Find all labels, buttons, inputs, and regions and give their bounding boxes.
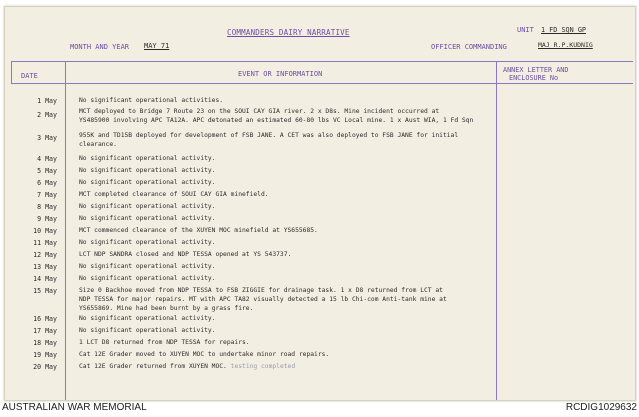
entry-date: 1 May	[37, 97, 57, 105]
entry-text: No significant operational activity.	[79, 327, 216, 334]
document-title: COMMANDERS DAIRY NARRATIVE	[227, 28, 350, 37]
entry-date: 20 May	[33, 363, 57, 371]
entry-text: No significant operational activity.	[79, 179, 216, 186]
entry-date: 11 May	[33, 239, 57, 247]
entry-text: No significant operational activity.	[79, 263, 216, 270]
entry-date: 5 May	[37, 167, 57, 175]
entry-text: No significant operational activity.	[79, 275, 216, 282]
date-column-divider	[65, 61, 66, 400]
entry-date: 14 May	[33, 275, 57, 283]
entry-date: 18 May	[33, 339, 57, 347]
entry-text: No significant operational activity.	[79, 315, 216, 322]
entry-text: 955K and TD15B deployed for development of FSB JANE. A CET was also deployed to FSB JANE for initial clearance.	[79, 132, 459, 148]
entry-date: 16 May	[33, 315, 57, 323]
officer-commanding-value: MAJ R.P.KUDNIG	[538, 41, 593, 49]
entry-text-main: Cat 12E Grader returned from XUYEN MOC.	[79, 363, 227, 370]
entry-text: MCT completed clearance of SOUI CAY GIA minefield.	[79, 191, 269, 198]
footer-record-id: RCDIG1029632	[565, 402, 637, 413]
entry-text: No significant operational activities.	[79, 97, 224, 104]
entry-date: 2 May	[37, 111, 57, 119]
unit-label: UNIT	[517, 26, 534, 34]
entry-text-faint: testing completed	[230, 363, 296, 370]
unit-value: 1 FD SQN GP	[541, 26, 587, 34]
entry-date: 7 May	[37, 191, 57, 199]
entry-date: 3 May	[37, 134, 57, 142]
entry-date: 19 May	[33, 351, 57, 359]
entry-text: No significant operational activity.	[79, 239, 216, 246]
entry-date: 4 May	[37, 155, 57, 163]
entry-date: 12 May	[33, 251, 57, 259]
entry-text: MCT deployed to Bridge 7 Route 23 on the SOUI CAY GIA river. 2 x D8s. Mine incident occurred at YS485900 involving APC TA12A. APC detonated an estimated 60-80 lbs VC Local mine. 1 x Aust WIA, 1 Fd Sqn	[79, 108, 474, 124]
entry-text: Size 0 Backhoe moved from NDP TESSA to FSB ZIGGIE for drainage task. 1 x D8 returned from LCT at NDP TESSA for major repairs. MT with APC TA82 visually detected a 15 lb Chi-com Anti-tank mine at YS655869. Mine had been burnt by a grass fire.	[79, 287, 447, 312]
annex-header-line-2: ENCLOSURE No	[509, 74, 559, 82]
month-year-value: MAY 71	[144, 42, 170, 50]
annex-header-line-1: ANNEX LETTER AND	[503, 66, 569, 74]
month-year-label: MONTH AND YEAR	[70, 43, 130, 51]
entry-text: Cat 12E Grader moved to XUYEN MOC to undertake minor road repairs.	[79, 351, 330, 358]
entry-date: 8 May	[37, 203, 57, 211]
date-column-header: DATE	[21, 72, 38, 80]
event-column-header: EVENT OR INFORMATION	[238, 70, 323, 78]
entry-text	[79, 362, 499, 371]
entry-date: 13 May	[33, 263, 57, 271]
entry-date: 6 May	[37, 179, 57, 187]
table-top-rule	[11, 61, 633, 62]
entry-text: MCT commenced clearance of the XUYEN MOC minefield at YS655685.	[79, 227, 318, 234]
entry-date: 15 May	[33, 287, 57, 295]
table-header-rule	[11, 83, 633, 84]
annex-column-header	[503, 66, 568, 82]
entry-text: No significant operational activity.	[79, 215, 216, 222]
entry-text: LCT NDP SANDRA closed and NDP TESSA opened at YS 543737.	[79, 251, 292, 258]
entry-text: 1 LCT D8 returned from NDP TESSA for repairs.	[79, 339, 250, 346]
officer-commanding-label: OFFICER COMMANDING	[431, 43, 507, 51]
table-left-edge	[11, 61, 12, 83]
entry-text: No significant operational activity.	[79, 155, 216, 162]
footer-archive-name: AUSTRALIAN WAR MEMORIAL	[2, 402, 147, 413]
entry-date: 10 May	[33, 227, 57, 235]
entry-date: 17 May	[33, 327, 57, 335]
diary-page	[4, 6, 636, 401]
entry-text: No significant operational activity.	[79, 203, 216, 210]
entry-text: No significant operational activity.	[79, 167, 216, 174]
entry-date: 9 May	[37, 215, 57, 223]
